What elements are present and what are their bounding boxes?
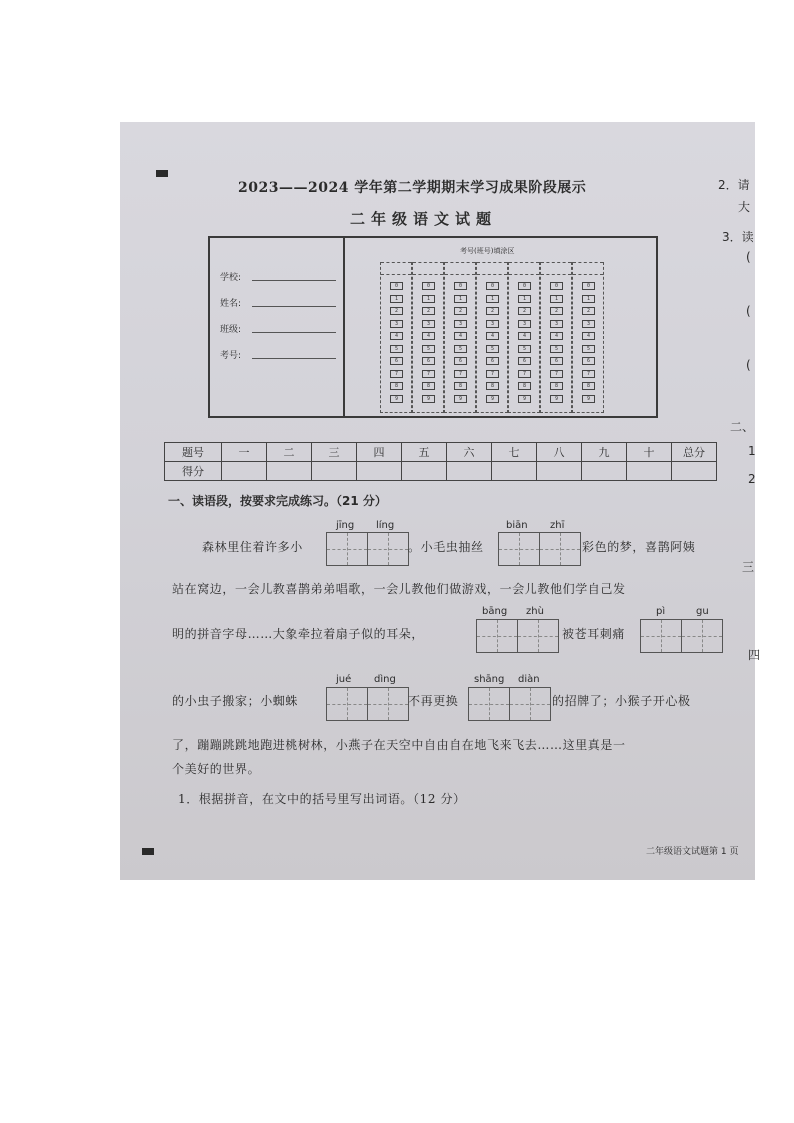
score-header-cell: 三	[312, 443, 357, 462]
pinyin-gu: gu	[696, 606, 709, 617]
pinyin-bang: bāng	[482, 606, 508, 617]
digit-bubble[interactable]: 5	[486, 345, 499, 353]
digit-bubble[interactable]: 5	[390, 345, 403, 353]
alignment-mark-top	[156, 170, 168, 177]
digit-bubble[interactable]: 9	[582, 395, 595, 403]
name-label: 姓名:	[220, 299, 242, 309]
column-write-cell[interactable]	[477, 262, 507, 275]
section-1-title: 一、读语段，按要求完成练习。（21 分）	[168, 494, 387, 508]
edge-text: 四	[748, 648, 761, 662]
digit-bubble[interactable]: 4	[454, 332, 467, 340]
exam-number-field[interactable]	[252, 358, 336, 359]
passage-text: 的招牌了；小猴子开心极	[552, 694, 691, 708]
pinyin-ling: líng	[376, 520, 395, 531]
score-row-label: 得分	[165, 462, 222, 481]
digit-bubble[interactable]: 7	[454, 370, 467, 378]
passage-text: 被苍耳刺痛	[562, 627, 626, 641]
digit-bubble[interactable]: 0	[454, 282, 467, 290]
passage-text: 的小虫子搬家；小蜘蛛	[172, 694, 299, 708]
info-divider	[343, 238, 345, 416]
digit-bubble[interactable]: 1	[550, 295, 563, 303]
exam-number-zone-title: 考号(班号)填涂区	[460, 247, 515, 255]
score-header-cell: 九	[582, 443, 627, 462]
char-cell[interactable]	[682, 620, 722, 652]
score-header-cell: 总分	[672, 443, 717, 462]
digit-bubble[interactable]: 1	[454, 295, 467, 303]
edge-text: 1	[748, 444, 756, 458]
digit-bubble[interactable]: 9	[422, 395, 435, 403]
digit-bubble[interactable]: 6	[582, 357, 595, 365]
digit-bubble[interactable]: 1	[582, 295, 595, 303]
exam-number-column	[444, 262, 476, 413]
digit-bubble[interactable]: 8	[454, 382, 467, 390]
score-header-cell: 十	[627, 443, 672, 462]
score-header-cell: 二	[267, 443, 312, 462]
school-field[interactable]	[252, 280, 336, 281]
char-cell[interactable]	[368, 533, 408, 565]
name-field[interactable]	[252, 306, 336, 307]
exam-number-column	[572, 262, 604, 413]
digit-bubble[interactable]: 4	[582, 332, 595, 340]
passage-text: 不再更换	[408, 694, 459, 708]
edge-text: (	[746, 250, 751, 264]
char-cell[interactable]	[641, 620, 682, 652]
score-header-cell: 题号	[165, 443, 222, 462]
score-cell[interactable]	[357, 462, 402, 481]
student-info-box	[208, 236, 658, 418]
digit-bubble[interactable]: 2	[582, 307, 595, 315]
column-write-cell[interactable]	[541, 262, 571, 275]
pinyin-jue: jué	[336, 674, 352, 685]
digit-bubble[interactable]: 5	[518, 345, 531, 353]
digit-bubble[interactable]: 4	[550, 332, 563, 340]
digit-bubble[interactable]: 3	[454, 320, 467, 328]
digit-bubble[interactable]: 8	[582, 382, 595, 390]
edge-text: 3．读	[722, 230, 754, 244]
digit-bubble[interactable]: 5	[582, 345, 595, 353]
digit-bubble[interactable]: 7	[486, 370, 499, 378]
digit-bubble[interactable]: 6	[454, 357, 467, 365]
digit-bubble[interactable]: 7	[518, 370, 531, 378]
char-cell[interactable]	[327, 533, 368, 565]
exam-title: 2023——2024 学年第二学期期末学习成果阶段展示	[238, 180, 587, 196]
answer-cells-shangdian[interactable]	[468, 687, 551, 721]
pinyin-ding: dìng	[374, 674, 396, 685]
edge-text: (	[746, 304, 751, 318]
class-label: 班级:	[220, 325, 242, 335]
digit-bubble[interactable]: 7	[550, 370, 563, 378]
exam-number-column	[540, 262, 572, 413]
digit-bubble[interactable]: 4	[518, 332, 531, 340]
digit-bubble[interactable]: 0	[422, 282, 435, 290]
answer-cells-pigu[interactable]	[640, 619, 723, 653]
answer-cells-bangzhu[interactable]	[476, 619, 559, 653]
edge-text: 二、	[730, 420, 755, 434]
passage-text: 站在窝边，一会儿教喜鹊弟弟唱歌，一会儿教他们做游戏，一会儿教他们学自己发	[172, 582, 626, 596]
edge-text: 2．请	[718, 178, 750, 192]
score-header-cell: 五	[402, 443, 447, 462]
digit-bubble[interactable]: 8	[422, 382, 435, 390]
answer-cells-jueding[interactable]	[326, 687, 409, 721]
edge-text: (	[746, 358, 751, 372]
digit-bubble[interactable]: 0	[390, 282, 403, 290]
score-cell[interactable]	[537, 462, 582, 481]
digit-bubble[interactable]: 1	[390, 295, 403, 303]
pinyin-bian: biān	[506, 520, 528, 531]
score-cell[interactable]	[267, 462, 312, 481]
column-write-cell[interactable]	[509, 262, 539, 275]
exam-number-column	[476, 262, 508, 413]
passage-text: 了，蹦蹦跳跳地跑进桃树林，小燕子在天空中自由自在地飞来飞去……这里真是一	[172, 738, 626, 752]
digit-bubble[interactable]: 6	[550, 357, 563, 365]
digit-bubble[interactable]: 7	[390, 370, 403, 378]
exam-subtitle: 二年级语文试题	[350, 210, 498, 228]
digit-bubble[interactable]: 3	[422, 320, 435, 328]
char-cell[interactable]	[477, 620, 518, 652]
digit-bubble[interactable]: 0	[582, 282, 595, 290]
pinyin-shang: shāng	[474, 674, 505, 685]
column-write-cell[interactable]	[413, 262, 443, 275]
score-cell[interactable]	[582, 462, 627, 481]
digit-bubble[interactable]: 3	[390, 320, 403, 328]
score-cell[interactable]	[672, 462, 717, 481]
digit-bubble[interactable]: 0	[550, 282, 563, 290]
digit-bubble[interactable]: 8	[390, 382, 403, 390]
digit-bubble[interactable]: 6	[518, 357, 531, 365]
score-cell[interactable]	[492, 462, 537, 481]
digit-bubble[interactable]: 6	[390, 357, 403, 365]
digit-bubble[interactable]: 1	[518, 295, 531, 303]
digit-bubble[interactable]: 3	[550, 320, 563, 328]
digit-bubble[interactable]: 7	[422, 370, 435, 378]
score-cell[interactable]	[222, 462, 267, 481]
digit-bubble[interactable]: 9	[518, 395, 531, 403]
pinyin-zhu: zhù	[526, 606, 544, 617]
digit-bubble[interactable]: 5	[422, 345, 435, 353]
digit-bubble[interactable]: 5	[454, 345, 467, 353]
exam-paper	[120, 122, 755, 880]
edge-text: 2	[748, 472, 756, 486]
digit-bubble[interactable]: 2	[454, 307, 467, 315]
digit-bubble[interactable]: 8	[550, 382, 563, 390]
page-footer: 二年级语文试题第 1 页	[646, 847, 739, 857]
passage-text: 森林里住着许多小	[202, 540, 303, 554]
score-cell[interactable]	[402, 462, 447, 481]
score-row	[165, 462, 717, 481]
digit-bubble[interactable]: 4	[486, 332, 499, 340]
char-cell[interactable]	[368, 688, 408, 720]
edge-text: 大	[738, 200, 751, 214]
digit-bubble[interactable]: 4	[422, 332, 435, 340]
digit-bubble[interactable]: 8	[486, 382, 499, 390]
score-header-cell: 八	[537, 443, 582, 462]
pinyin-pi: pì	[656, 606, 666, 617]
column-write-cell[interactable]	[445, 262, 475, 275]
digit-bubble[interactable]: 0	[518, 282, 531, 290]
char-cell[interactable]	[510, 688, 550, 720]
digit-bubble[interactable]: 4	[390, 332, 403, 340]
digit-bubble[interactable]: 9	[454, 395, 467, 403]
digit-bubble[interactable]: 2	[422, 307, 435, 315]
digit-bubble[interactable]: 9	[390, 395, 403, 403]
digit-bubble[interactable]: 1	[486, 295, 499, 303]
pinyin-jing: jīng	[336, 520, 355, 531]
score-cell[interactable]	[312, 462, 357, 481]
digit-bubble[interactable]: 2	[486, 307, 499, 315]
question-1: 1．根据拼音，在文中的括号里写出词语。（12 分）	[178, 792, 466, 806]
score-header-cell: 六	[447, 443, 492, 462]
pinyin-dian: diàn	[518, 674, 540, 685]
edge-text: 三	[742, 560, 755, 574]
digit-bubble[interactable]: 0	[486, 282, 499, 290]
digit-bubble[interactable]: 3	[518, 320, 531, 328]
passage-text: 。小毛虫抽丝	[408, 540, 484, 554]
digit-bubble[interactable]: 6	[422, 357, 435, 365]
digit-bubble[interactable]: 7	[582, 370, 595, 378]
alignment-mark-bottom	[142, 848, 154, 855]
answer-cells-jingling[interactable]	[326, 532, 409, 566]
score-table	[164, 442, 717, 481]
char-cell[interactable]	[327, 688, 368, 720]
passage-text: 个美好的世界。	[172, 762, 261, 776]
passage-text: 明的拼音字母……大象牵拉着扇子似的耳朵，	[172, 627, 425, 641]
digit-bubble[interactable]: 1	[422, 295, 435, 303]
class-field[interactable]	[252, 332, 336, 333]
exam-number-column	[380, 262, 412, 413]
char-cell[interactable]	[499, 533, 540, 565]
score-cell[interactable]	[627, 462, 672, 481]
column-write-cell[interactable]	[381, 262, 411, 275]
digit-bubble[interactable]: 5	[550, 345, 563, 353]
score-header-cell: 一	[222, 443, 267, 462]
digit-bubble[interactable]: 9	[486, 395, 499, 403]
score-header-cell: 四	[357, 443, 402, 462]
exam-number-column	[508, 262, 540, 413]
char-cell[interactable]	[469, 688, 510, 720]
char-cell[interactable]	[540, 533, 580, 565]
passage-text: 彩色的梦，喜鹊阿姨	[582, 540, 696, 554]
digit-bubble[interactable]: 9	[550, 395, 563, 403]
digit-bubble[interactable]: 3	[582, 320, 595, 328]
digit-bubble[interactable]: 2	[550, 307, 563, 315]
score-cell[interactable]	[447, 462, 492, 481]
digit-bubble[interactable]: 3	[486, 320, 499, 328]
digit-bubble[interactable]: 2	[390, 307, 403, 315]
column-write-cell[interactable]	[573, 262, 603, 275]
score-header-row	[165, 443, 717, 462]
digit-bubble[interactable]: 2	[518, 307, 531, 315]
exam-number-label: 考号:	[220, 351, 242, 361]
answer-cells-bianzhi[interactable]	[498, 532, 581, 566]
digit-bubble[interactable]: 6	[486, 357, 499, 365]
school-label: 学校:	[220, 273, 242, 283]
exam-number-column	[412, 262, 444, 413]
char-cell[interactable]	[518, 620, 558, 652]
pinyin-zhi: zhī	[550, 520, 565, 531]
score-header-cell: 七	[492, 443, 537, 462]
digit-bubble[interactable]: 8	[518, 382, 531, 390]
